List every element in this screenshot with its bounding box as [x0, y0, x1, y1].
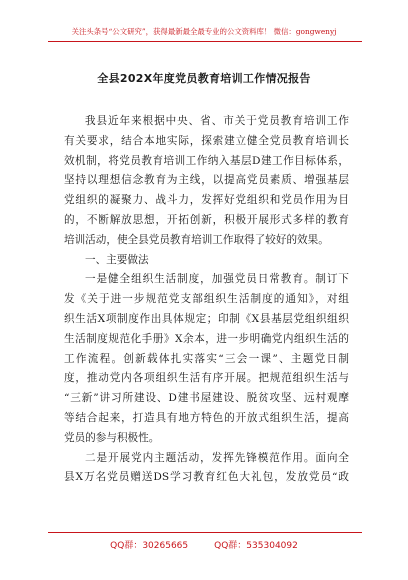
document-body	[64, 112, 349, 488]
footer-qq-group-2: QQ群：535304092	[214, 541, 298, 551]
body-line: 党员的参与积极性。	[64, 431, 160, 444]
header-divider	[48, 41, 362, 42]
body-line: 我县近年来根据中央、省、市关于党员教育培训工作	[85, 115, 349, 127]
body-line: 一是健全组织生活制度，加强党员日常教育。制订下	[85, 273, 349, 286]
body-line: 培训活动，使全县党员教育培训工作取得了较好的效果。	[64, 233, 329, 246]
body-line: 等结合起来，打造具有地方特色的开放式组织生活，提高	[64, 411, 349, 424]
body-line: 县X万名党员赠送DS学习教育红色大礼包，发放党员“政	[64, 471, 349, 484]
footer-divider	[48, 532, 362, 533]
body-line: 织生活X项制度作出具体规定；印制《X县基层党组织组织	[64, 312, 349, 325]
body-line: 党组织的凝聚力、战斗力，发挥好党组织和党员作用为目	[64, 194, 349, 207]
footer	[0, 538, 408, 551]
body-line: 的，不断解放思想，开拓创新，积极开展形式多样的教育	[64, 213, 349, 226]
body-line: 度，推动党内各项组织生活有序开展。把规范组织生活与	[64, 372, 349, 385]
body-line: 一、主要做法	[85, 253, 149, 266]
footer-qq-group: QQ群：30265665	[110, 541, 189, 551]
body-line: 生活制度规范化手册》X余本，进一步明确党内组织生活的	[64, 332, 349, 345]
header-banner: 关注头条号“公文研究”，获得最新最全最专业的公文资料库！ 微信：gongwenyj	[71, 27, 337, 36]
body-line: 发《关于进一步规范党支部组织生活制度的通知》，对组	[64, 293, 349, 306]
body-line: “三新”讲习所建设、D建书屋建设、脱贫攻坚、远村观摩	[64, 392, 349, 405]
document-title: 全县202X年度党员教育培训工作情况报告	[97, 72, 311, 85]
body-line: 坚持以理想信念教育为主线，以提高党员素质、增强基层	[64, 174, 349, 187]
body-line: 工作流程。创新载体扎实落实“三会一课”、主题党日制	[64, 352, 349, 365]
body-line: 二是开展党内主题活动，发挥先锋模范作用。面向全	[85, 451, 349, 464]
body-line: 有关要求，结合本地实际，探索建立健全党员教育培训长	[64, 134, 349, 147]
body-line: 效机制，将党员教育培训工作纳入基层D建工作目标体系，	[64, 154, 349, 167]
